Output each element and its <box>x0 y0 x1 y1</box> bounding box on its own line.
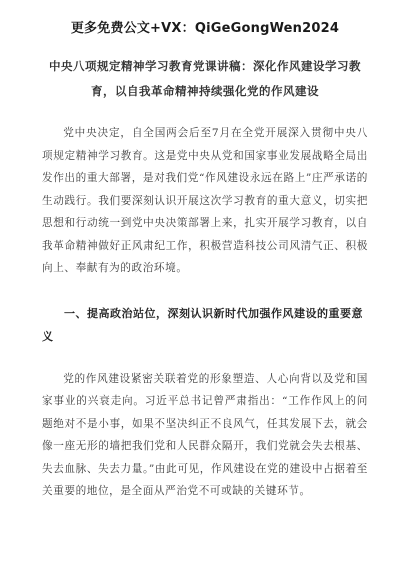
section-heading: 一、提高政治站位，深刻认识新时代加强作风建设的重要意义 <box>42 306 363 343</box>
section-paragraph: 党的作风建设紧密关联着党的形象塑造、人心向背以及党和国家事业的兴衰走向。习近平总书记曾严肃指出：“工作作风上的问题绝对不是小事，如果不坚决纠正不良风气，任其发展下去，就会像一座无形的墙把我们党和人民群众隔开，我们党就会失去根基、失去血脉、失去力量。”由此可见，作风建设在党的建设中占据着至关重要的地位，是全面从严治党不可或缺的关键环节。 <box>42 372 368 497</box>
intro-paragraph: 党中央决定，自全国两会后至7月在全党开展深入贯彻中央八项规定精神学习教育。这是党中央从党和国家事业发展战略全局出发作出的重大部署，是对我们党“作风建设永远在路上”庄严承诺的生动践行。我们要深刻认识开展这次学习教育的重大意义，切实把思想和行动统一到党中央决策部署上来，扎实开展学习教育，以自我革命精神做好正风肃纪工作，积极营造科技公司风清气正、积极向上、奉献有为的政治环境。 <box>42 127 368 274</box>
header-banner: 更多免费公文+VX：QiGeGongWen2024 <box>70 21 340 36</box>
document-title: 中央八项规定精神学习教育党课讲稿：深化作风建设学习教育，以自我革命精神持续强化党的作风建设 <box>49 59 361 98</box>
